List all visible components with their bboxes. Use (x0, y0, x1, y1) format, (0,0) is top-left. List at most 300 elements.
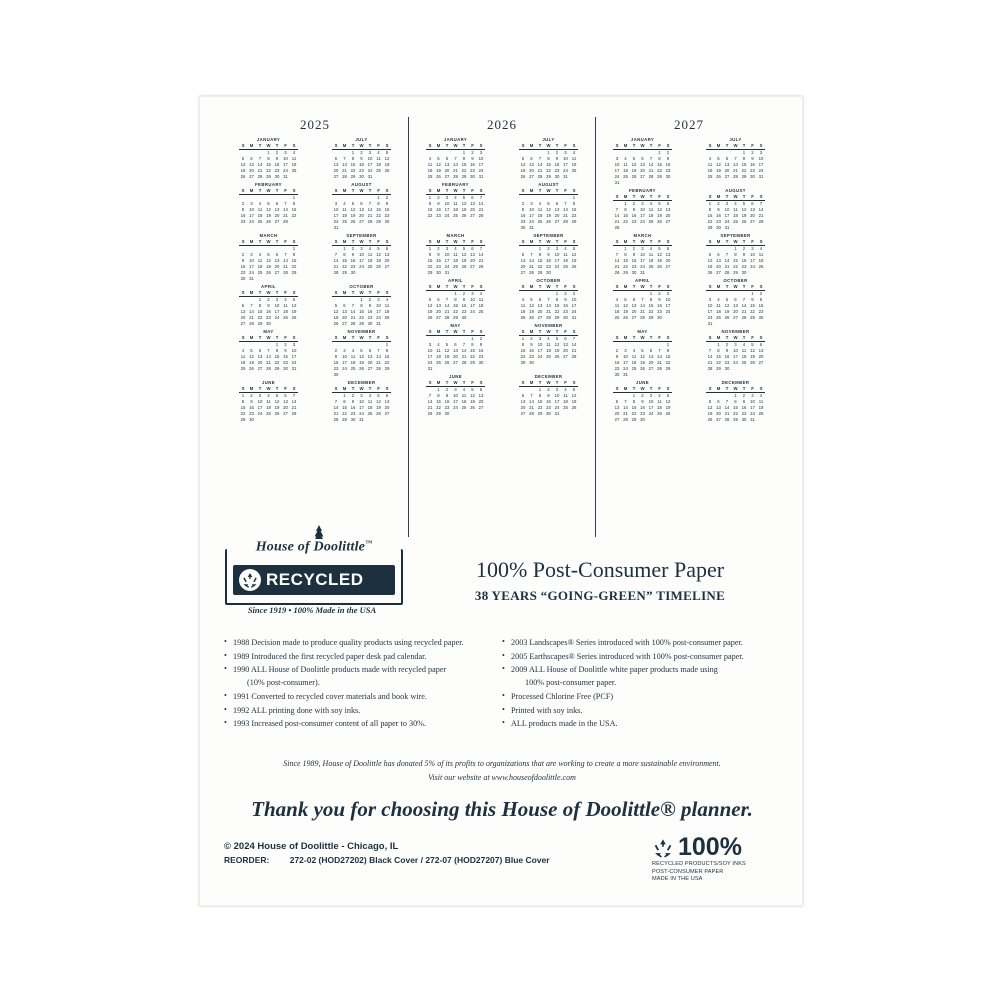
month-november (504, 323, 593, 372)
day-cell: 30 (240, 275, 246, 281)
day-cell: 6 (615, 398, 619, 404)
day-cell: 10 (750, 398, 755, 404)
weekday-header: S (290, 188, 299, 195)
day-cell: 16 (240, 263, 246, 269)
day-cell: 20 (470, 257, 475, 263)
day-cell: 17 (333, 212, 339, 218)
weekday-header: T (349, 143, 358, 150)
day-cell: 22 (291, 212, 297, 218)
day-cell: 19 (554, 347, 560, 353)
day-cell: 10 (640, 206, 645, 212)
day-cell: 3 (725, 200, 729, 206)
day-cell: 22 (623, 218, 628, 224)
day-cell: 7 (530, 251, 533, 257)
day-cell: 10 (623, 353, 628, 359)
day-cell: 5 (742, 200, 746, 206)
day-cell: 2 (615, 347, 619, 353)
month-table (332, 290, 392, 327)
day-cell: 29 (266, 173, 271, 179)
day-cell: 17 (478, 161, 484, 167)
day-cell (570, 270, 579, 276)
day-cell: 26 (266, 269, 271, 275)
day-cell: 8 (385, 347, 389, 353)
day-cell: 5 (292, 296, 296, 302)
day-cell: 16 (640, 404, 645, 410)
day-cell: 8 (538, 392, 542, 398)
month-name: JANUARY (443, 137, 468, 142)
day-cell: 11 (384, 302, 390, 308)
day-cell: 15 (427, 206, 433, 212)
weekday-header: M (247, 188, 256, 195)
day-cell: 30 (724, 365, 730, 371)
weekday-header: T (647, 284, 656, 291)
day-cell: 9 (351, 251, 355, 257)
day-cell: 31 (291, 365, 297, 371)
day-cell: 6 (445, 155, 449, 161)
day-cell: 22 (733, 410, 738, 416)
day-cell: 27 (537, 314, 543, 320)
weekday-header: W (357, 143, 366, 150)
day-cell: 24 (640, 263, 645, 269)
day-cell: 16 (546, 257, 551, 263)
day-cell (477, 270, 486, 276)
month-name: NOVEMBER (347, 329, 376, 334)
week-row (706, 417, 766, 423)
day-cell: 7 (445, 296, 449, 302)
copyright-line: © 2024 House of Doolittle - Chicago, IL (224, 841, 399, 852)
day-cell: 6 (360, 200, 363, 206)
day-cell: 25 (563, 404, 568, 410)
weekday-header: S (664, 284, 673, 291)
weekday-header: F (468, 284, 477, 291)
day-cell: 5 (632, 155, 636, 161)
day-cell: 23 (350, 410, 356, 416)
day-cell: 1 (258, 296, 262, 302)
month-table (706, 239, 766, 276)
day-cell (757, 366, 766, 372)
day-cell: 14 (657, 353, 662, 359)
day-cell: 19 (266, 263, 271, 269)
day-cell: 12 (436, 161, 441, 167)
weekday-header: T (647, 194, 656, 201)
day-cell: 16 (716, 212, 721, 218)
month-table (239, 188, 299, 225)
day-cell: 30 (546, 410, 551, 416)
day-cell: 30 (520, 224, 526, 230)
day-cell: 30 (333, 371, 339, 377)
day-cell: 21 (758, 212, 764, 218)
weekday-header: S (383, 143, 392, 150)
day-cell: 2 (751, 149, 754, 155)
day-cell: 5 (751, 341, 754, 347)
day-cell: 10 (614, 161, 620, 167)
weekday-header: T (723, 284, 732, 291)
weekday-header: W (544, 239, 553, 246)
day-cell: 1 (351, 149, 355, 155)
day-cell: 2 (564, 290, 567, 296)
weekday-header: S (664, 143, 673, 150)
day-cell: 28 (266, 365, 271, 371)
day-cell: 27 (274, 218, 280, 224)
day-cell: 30 (640, 416, 645, 422)
day-cell: 16 (741, 257, 747, 263)
month-name: AUGUST (725, 188, 746, 193)
weekday-header: T (723, 386, 732, 393)
day-cell: 26 (657, 263, 662, 269)
day-cell: 1 (742, 149, 746, 155)
day-cell: 4 (658, 392, 661, 398)
day-cell: 18 (453, 206, 458, 212)
day-cell: 23 (350, 263, 356, 269)
logo-since-line: Since 1919 • 100% Made in the USA (247, 605, 377, 615)
day-cell: 15 (623, 212, 628, 218)
day-cell: 18 (453, 257, 458, 263)
day-cell: 28 (724, 269, 730, 275)
weekday-header: T (630, 239, 639, 246)
day-cell: 13 (249, 161, 254, 167)
month-march (411, 233, 500, 276)
day-cell: 6 (479, 386, 483, 392)
day-cell: 9 (385, 200, 389, 206)
day-cell: 25 (563, 263, 568, 269)
day-cell: 21 (707, 359, 713, 365)
day-cell: 5 (717, 155, 720, 161)
day-cell: 27 (359, 218, 364, 224)
day-cell: 8 (632, 398, 636, 404)
day-cell: 11 (707, 161, 713, 167)
weekday-header: M (621, 284, 630, 291)
week-row (706, 321, 766, 327)
day-cell: 14 (427, 398, 433, 404)
day-cell: 27 (240, 320, 246, 326)
day-cell: 17 (571, 302, 577, 308)
year-title: 2025 (300, 117, 330, 132)
day-cell: 31 (359, 416, 364, 422)
day-cell: 26 (240, 173, 246, 179)
day-cell: 17 (444, 206, 450, 212)
logo-headline-row (222, 539, 782, 625)
day-cell: 16 (436, 257, 441, 263)
day-cell: 27 (665, 263, 671, 269)
day-cell: 21 (461, 353, 467, 359)
day-cell: 30 (741, 416, 747, 422)
list-item (502, 691, 780, 704)
seal-line-1: RECYCLED PRODUCTS/SOY INKS (652, 861, 746, 867)
day-cell: 5 (462, 245, 466, 251)
day-cell: 31 (750, 416, 755, 422)
weekday-header: S (332, 143, 341, 150)
day-cell: 23 (478, 353, 484, 359)
day-cell (340, 372, 349, 378)
day-cell: 2 (742, 392, 746, 398)
day-cell: 21 (427, 404, 433, 410)
day-cell: 2 (241, 200, 245, 206)
day-cell: 13 (648, 353, 654, 359)
day-cell: 26 (724, 314, 730, 320)
day-cell (349, 372, 358, 378)
day-cell: 26 (707, 269, 713, 275)
day-cell: 3 (284, 149, 287, 155)
day-cell: 1 (734, 245, 737, 251)
day-cell: 11 (631, 353, 637, 359)
weekday-header: T (630, 386, 639, 393)
weekday-header: S (426, 329, 435, 336)
day-cell: 8 (751, 296, 754, 302)
day-cell: 3 (377, 296, 380, 302)
day-cell: 17 (563, 161, 568, 167)
day-cell: 8 (555, 296, 559, 302)
weekday-header: T (647, 335, 656, 342)
day-cell: 21 (283, 263, 288, 269)
day-cell: 5 (351, 200, 355, 206)
month-table (613, 284, 673, 321)
weekday-header: T (256, 386, 265, 393)
day-cell: 21 (546, 308, 551, 314)
month-table (239, 239, 299, 282)
day-cell: 14 (291, 398, 297, 404)
day-cell (748, 321, 757, 327)
day-cell: 24 (750, 263, 755, 269)
day-cell: 17 (470, 302, 475, 308)
weekday-header: S (332, 386, 341, 393)
day-cell (621, 180, 630, 186)
weekday-header: T (460, 284, 469, 291)
day-cell: 29 (274, 365, 280, 371)
weekday-header: S (332, 188, 341, 195)
day-cell: 20 (758, 353, 764, 359)
day-cell: 25 (436, 359, 441, 365)
day-cell: 27 (648, 365, 654, 371)
day-cell: 14 (249, 308, 254, 314)
day-cell: 4 (479, 290, 483, 296)
month-table (239, 335, 299, 372)
year-title: 2027 (674, 117, 704, 132)
month-december (691, 380, 780, 423)
day-cell: 18 (240, 359, 246, 365)
week-row (426, 411, 486, 417)
day-cell: 31 (571, 314, 577, 320)
timeline-column-left (224, 637, 502, 732)
weekday-header: M (621, 194, 630, 201)
day-cell: 19 (359, 359, 364, 365)
day-cell: 10 (376, 302, 381, 308)
day-cell: 21 (376, 359, 381, 365)
day-cell: 13 (453, 347, 458, 353)
day-cell: 22 (342, 410, 347, 416)
thank-you-message: Thank you for choosing this House of Doolittle® planner. (251, 797, 753, 821)
day-cell (655, 417, 664, 423)
day-cell: 10 (750, 251, 755, 257)
logo-script-label: House of Doolittle (255, 539, 366, 555)
day-cell (383, 417, 392, 423)
logo-script-text (227, 539, 401, 556)
day-cell: 14 (283, 206, 288, 212)
month-name: JULY (355, 137, 368, 142)
list-item (224, 637, 502, 650)
day-cell: 4 (437, 341, 440, 347)
day-cell: 18 (367, 404, 373, 410)
donation-note (224, 757, 780, 784)
day-cell: 10 (359, 251, 364, 257)
day-cell: 26 (376, 410, 381, 416)
weekday-header: T (460, 380, 469, 387)
day-cell (570, 174, 579, 180)
day-cell: 20 (342, 314, 347, 320)
day-cell: 12 (707, 404, 713, 410)
day-cell (468, 411, 477, 417)
day-cell: 24 (283, 167, 288, 173)
day-cell: 4 (734, 200, 737, 206)
day-cell: 12 (240, 161, 246, 167)
day-cell (451, 411, 460, 417)
weekday-header: W (264, 188, 273, 195)
weekday-header: T (366, 239, 375, 246)
weekday-header: W (731, 284, 740, 291)
weekday-header: M (527, 284, 536, 291)
day-cell: 24 (274, 314, 280, 320)
day-cell: 26 (274, 410, 280, 416)
weekday-header: T (630, 335, 639, 342)
day-cell: 27 (724, 173, 730, 179)
day-cell: 8 (521, 341, 525, 347)
day-cell: 19 (436, 167, 441, 173)
weekday-header: S (477, 143, 486, 150)
day-cell: 6 (250, 155, 253, 161)
day-cell: 28 (707, 365, 713, 371)
day-cell: 18 (520, 308, 526, 314)
weekday-header: T (273, 290, 282, 297)
weekday-header: T (740, 143, 749, 150)
weekday-header: S (519, 143, 528, 150)
month-table (613, 335, 673, 378)
month-december (317, 380, 406, 423)
day-cell: 28 (333, 269, 339, 275)
month-grid (224, 137, 406, 423)
day-cell: 8 (734, 251, 737, 257)
day-cell: 30 (461, 314, 467, 320)
day-cell: 5 (377, 245, 380, 251)
weekday-header: S (757, 284, 766, 291)
day-cell: 5 (267, 251, 270, 257)
day-cell: 11 (520, 302, 526, 308)
timeline-list-left (224, 637, 502, 731)
day-cell: 31 (249, 275, 254, 281)
weekday-header: F (374, 386, 383, 393)
day-cell: 22 (342, 263, 347, 269)
day-cell (630, 372, 639, 378)
day-cell: 31 (724, 224, 730, 230)
month-name: APRIL (635, 278, 650, 283)
month-january (598, 137, 687, 186)
weekday-header: M (527, 143, 536, 150)
day-cell: 20 (750, 212, 755, 218)
day-cell: 7 (725, 251, 729, 257)
day-cell: 9 (725, 347, 729, 353)
day-cell: 20 (537, 308, 543, 314)
day-cell: 28 (529, 269, 534, 275)
day-cell: 28 (350, 320, 356, 326)
day-cell (256, 417, 265, 423)
day-cell: 25 (537, 218, 543, 224)
day-cell: 29 (631, 416, 637, 422)
weekday-header: S (426, 380, 435, 387)
day-cell (570, 411, 579, 417)
day-cell: 9 (564, 296, 567, 302)
weekday-header: M (434, 188, 443, 195)
seal-line-3: MADE IN THE USA (652, 876, 703, 883)
weekday-header: W (731, 239, 740, 246)
year-block-2025 (222, 117, 408, 537)
day-cell: 1 (632, 392, 636, 398)
weekday-header: T (256, 290, 265, 297)
day-cell: 23 (367, 314, 373, 320)
day-cell: 29 (665, 365, 671, 371)
day-cell: 30 (716, 224, 721, 230)
day-cell: 6 (649, 347, 653, 353)
day-cell: 20 (640, 167, 645, 173)
day-cell: 17 (359, 404, 364, 410)
day-cell: 5 (530, 296, 533, 302)
day-cell: 5 (572, 386, 576, 392)
day-cell: 29 (436, 410, 441, 416)
day-cell: 13 (478, 392, 484, 398)
day-cell: 26 (266, 218, 271, 224)
list-item (224, 664, 502, 689)
timeline-column-right (502, 637, 780, 732)
weekday-header: T (443, 143, 452, 150)
day-cell: 2 (267, 296, 270, 302)
month-table (706, 194, 766, 231)
day-cell: 21 (266, 359, 271, 365)
weekday-header: T (273, 386, 282, 393)
weekday-header: M (434, 143, 443, 150)
day-cell: 1 (343, 245, 346, 251)
week-row (426, 270, 486, 276)
weekday-header: T (553, 329, 562, 336)
day-cell: 17 (750, 257, 755, 263)
day-cell: 25 (291, 167, 297, 173)
weekday-header: M (340, 290, 349, 297)
day-cell: 23 (716, 218, 721, 224)
day-cell: 21 (444, 308, 450, 314)
day-cell: 8 (343, 251, 346, 257)
day-cell: 12 (529, 302, 534, 308)
day-cell: 16 (350, 404, 356, 410)
day-cell: 10 (453, 392, 458, 398)
day-cell: 24 (333, 218, 339, 224)
weekday-header: T (349, 290, 358, 297)
day-cell (374, 174, 383, 180)
weekday-header: F (468, 143, 477, 150)
day-cell: 16 (436, 206, 441, 212)
day-cell: 27 (520, 410, 526, 416)
day-cell: 19 (623, 308, 628, 314)
day-cell: 11 (367, 251, 373, 257)
month-name: DECEMBER (534, 374, 563, 379)
day-cell: 21 (257, 167, 263, 173)
day-cell: 2 (368, 296, 372, 302)
day-cell: 17 (750, 404, 755, 410)
day-cell: 18 (614, 308, 620, 314)
week-row (613, 225, 673, 231)
day-cell: 14 (478, 200, 484, 206)
day-cell: 2 (717, 200, 720, 206)
day-cell: 31 (707, 320, 713, 326)
day-cell: 13 (631, 302, 637, 308)
day-cell: 6 (734, 296, 737, 302)
day-cell: 10 (733, 347, 738, 353)
month-name: MARCH (446, 233, 465, 238)
